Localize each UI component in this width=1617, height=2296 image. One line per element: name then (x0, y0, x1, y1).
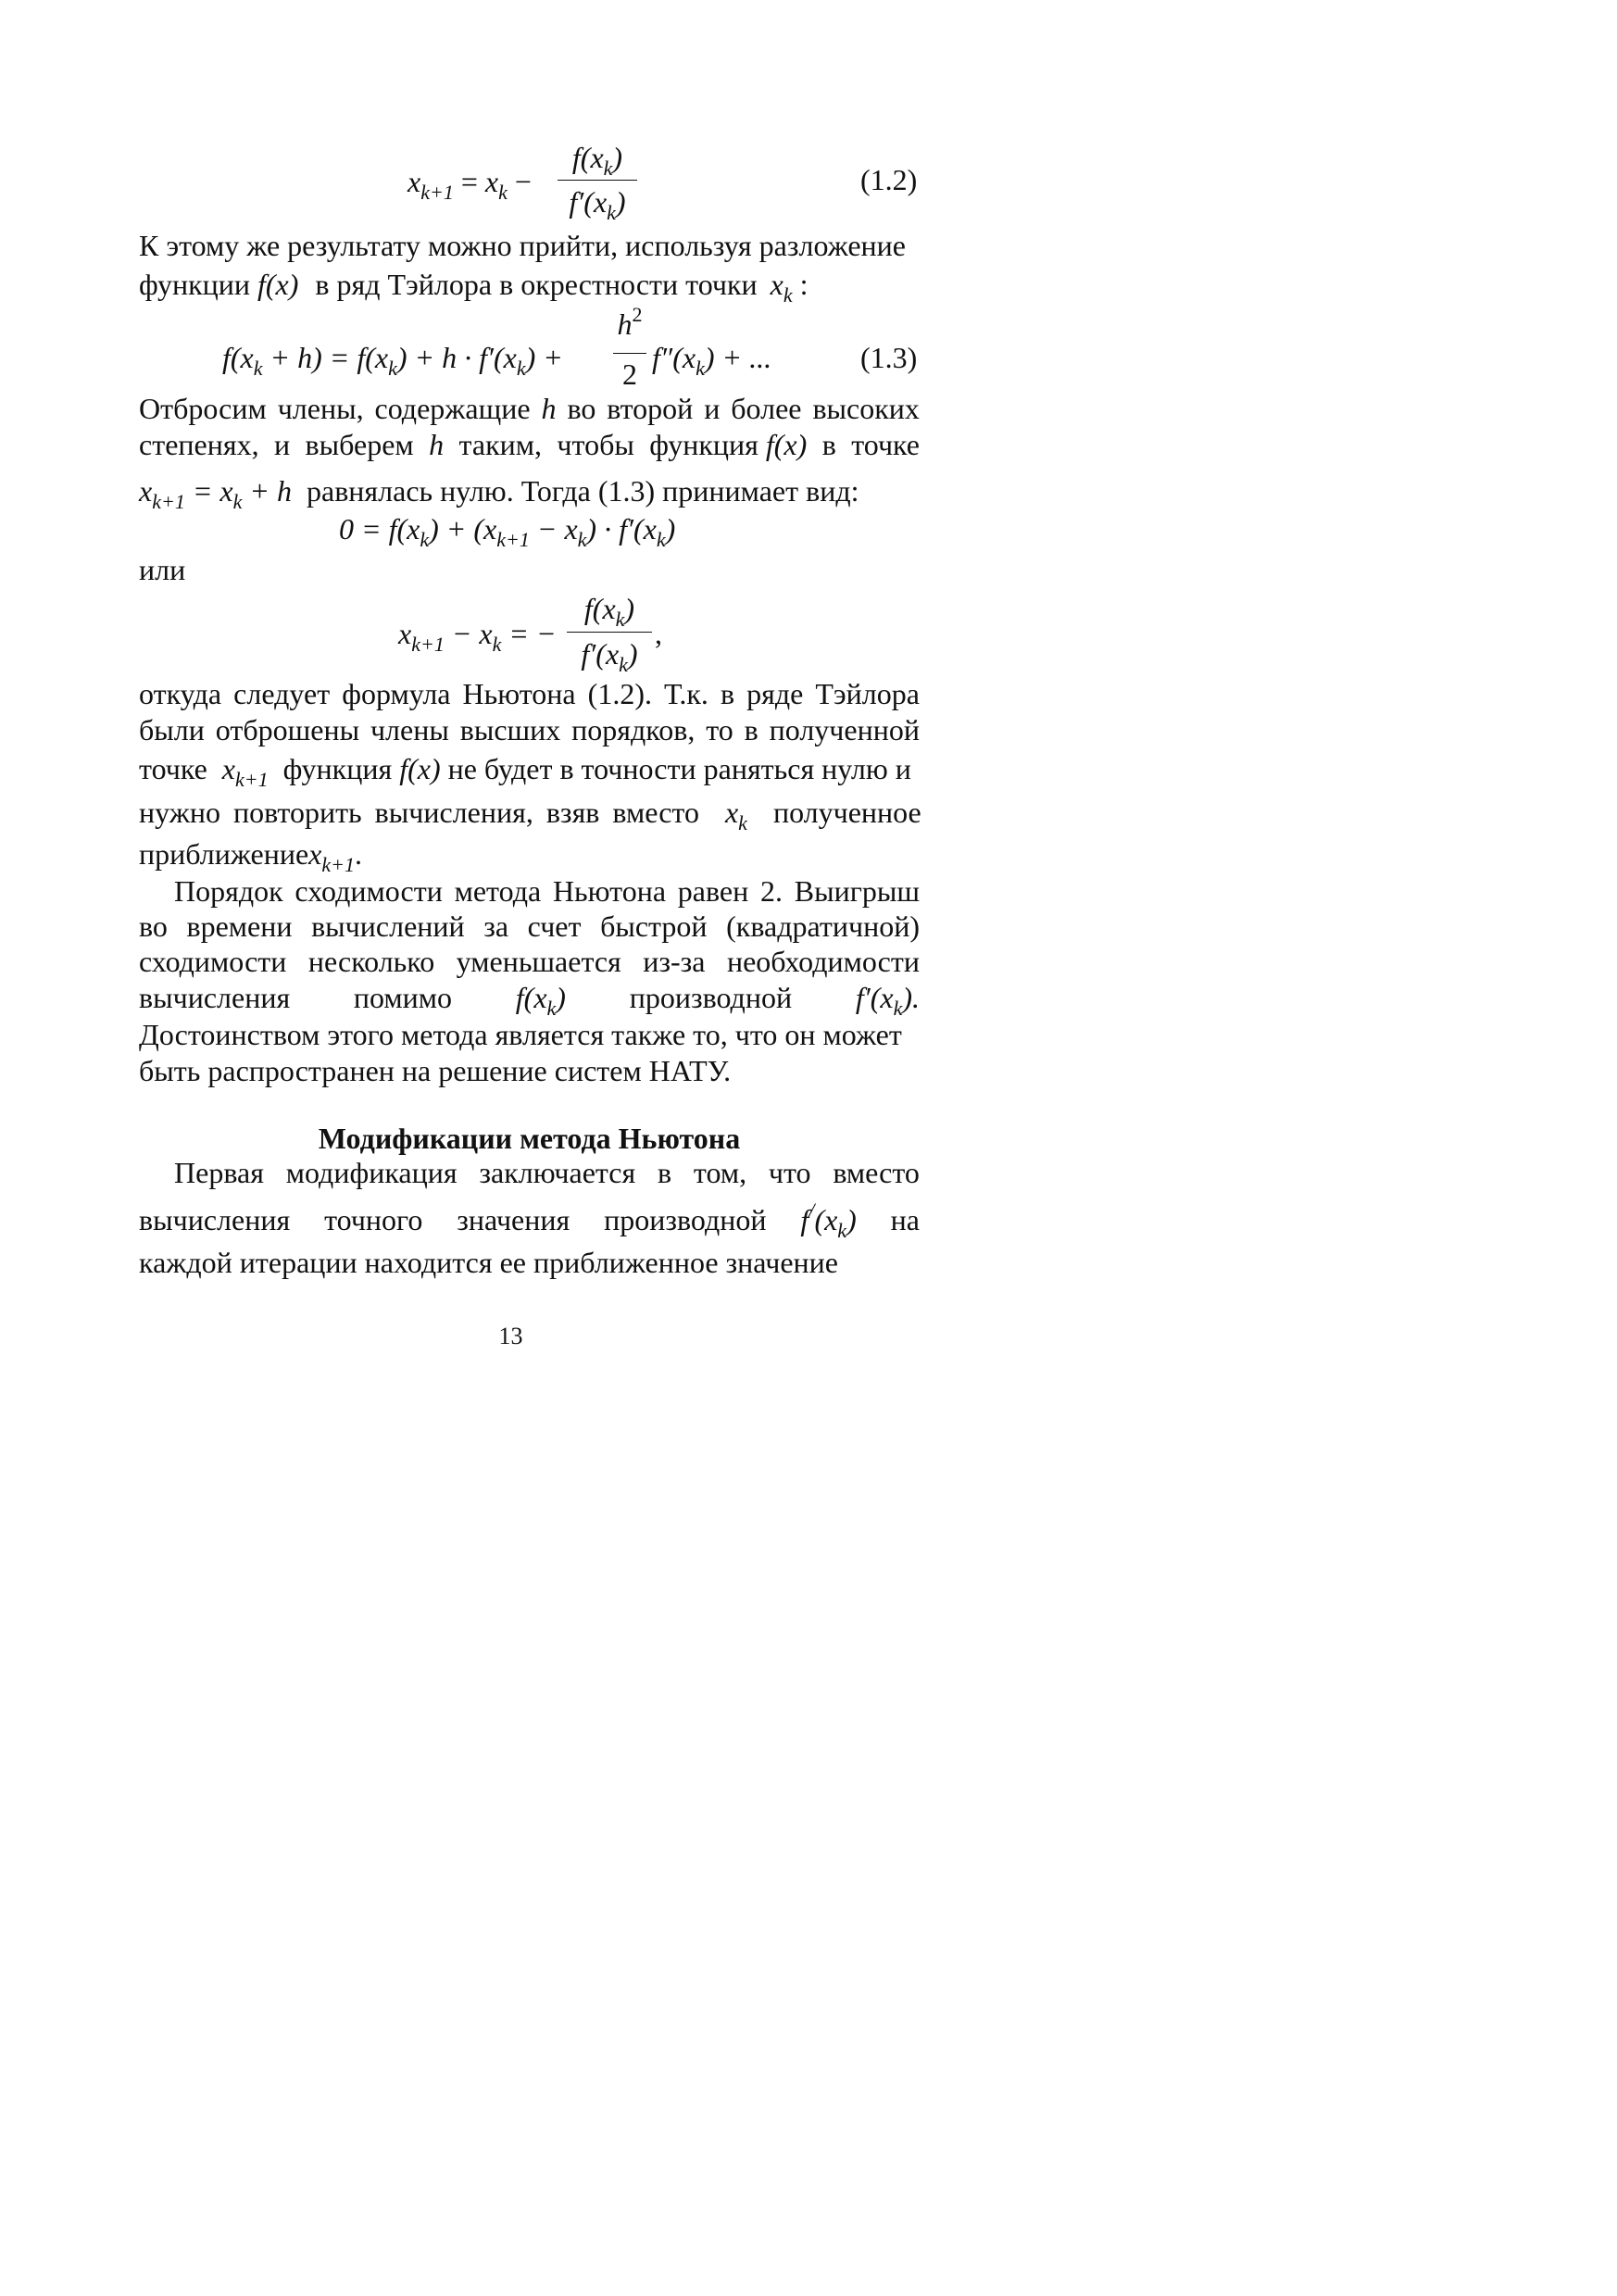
word: том, (693, 1156, 747, 1189)
s: k (388, 357, 397, 380)
word: несколько (307, 945, 435, 978)
word: сходимости (139, 945, 287, 978)
word: порядков, (571, 713, 696, 747)
equation-number-1-2: (1.2) (860, 163, 918, 196)
word: отброшены (215, 713, 360, 747)
word: чтобы (557, 428, 634, 461)
word-or: или (139, 553, 186, 586)
para3-line2 (139, 711, 920, 748)
word: (квадратичной) (726, 910, 920, 943)
equation-1-2-lhs (407, 163, 532, 204)
equation-diff-denominator (567, 635, 652, 676)
word: вычислений (311, 910, 465, 943)
t: ) (556, 981, 566, 1014)
x: x (221, 752, 235, 785)
word: во (139, 910, 168, 943)
t: ) (665, 512, 676, 546)
fx: f(x) (765, 428, 808, 461)
fx: f(x) (399, 752, 441, 785)
equation-diff-lhs (398, 615, 557, 656)
h: h (617, 307, 633, 341)
word: счет (527, 910, 582, 943)
equation-1-3-tail (652, 339, 771, 380)
s: k+1 (496, 528, 530, 551)
word: точке (851, 428, 920, 461)
word: степенях, (139, 428, 259, 461)
word: и (273, 428, 291, 461)
word: члены, (277, 392, 364, 425)
equation-1-2-numerator (558, 139, 637, 180)
t: точного (324, 1203, 423, 1236)
s: k (577, 528, 587, 551)
word: модификация (285, 1156, 458, 1189)
word: в (744, 713, 758, 747)
x: x (724, 796, 739, 829)
word: Порядок (174, 874, 283, 908)
word: откуда (139, 677, 222, 710)
section-heading: Модификации метода Ньютона (318, 1122, 741, 1155)
t: ) (624, 592, 635, 625)
x: x (308, 837, 322, 871)
word: более (731, 392, 802, 425)
document-page (0, 0, 1022, 1449)
word: члены (370, 713, 449, 747)
t: ) + (x (429, 512, 497, 546)
eq-sign: = (460, 165, 478, 198)
t: ) + (525, 341, 563, 374)
word: таким, (458, 428, 542, 461)
t: f′(x (855, 981, 894, 1014)
equation-1-3-fraction-bar (613, 353, 646, 354)
para3-line3 (139, 750, 920, 791)
t: = x (184, 474, 233, 508)
eq-var: x (484, 165, 499, 198)
fprime-xk-2 (800, 1198, 857, 1242)
s: k (546, 997, 557, 1020)
s: k (232, 490, 243, 513)
equation-1-2-fraction-bar (558, 180, 637, 181)
word: заключается (479, 1156, 636, 1189)
eq-sub: k (498, 181, 508, 204)
s: k (893, 997, 903, 1020)
num-close: ) (612, 141, 623, 174)
para4-line3 (139, 943, 920, 980)
t: ) (627, 637, 638, 671)
t: ) · f′(x (586, 512, 657, 546)
sup: 2 (632, 303, 643, 326)
s: k (253, 357, 263, 380)
s: k (738, 811, 747, 834)
s: k (837, 1219, 847, 1242)
t: ) (846, 1203, 857, 1236)
word: высоких (812, 392, 920, 425)
word: h (429, 428, 445, 461)
eq-minus: − (514, 165, 532, 198)
text: равнялась нулю. Тогда (1.3) принимает вид: (306, 474, 859, 508)
word: в (657, 1156, 672, 1189)
t: f(x (583, 592, 616, 625)
s: k+1 (411, 633, 445, 656)
t: f(x (515, 981, 547, 1014)
den-f: f′(x (569, 185, 608, 219)
t: (x (814, 1203, 838, 1236)
word: Первая (174, 1156, 264, 1189)
t: x (398, 617, 412, 650)
t: − x (444, 617, 493, 650)
t: f″(x (652, 341, 696, 374)
word: в (821, 428, 836, 461)
t: f (800, 1203, 809, 1236)
s: k+1 (321, 853, 355, 876)
eq-var: x (407, 165, 421, 198)
para4-line1 (174, 872, 920, 910)
equation-diff-numerator (567, 590, 652, 631)
word: что (768, 1156, 811, 1189)
t: ). (902, 981, 920, 1014)
eq-sub: k+1 (420, 181, 454, 204)
s: k (492, 633, 502, 656)
t: ) + h · f′(x (396, 341, 517, 374)
word: в (720, 677, 735, 710)
word: 2. (760, 874, 783, 908)
t: точке (139, 752, 207, 785)
word: времени (186, 910, 293, 943)
s: k+1 (152, 490, 185, 513)
word: выберем (305, 428, 414, 461)
word: за (483, 910, 509, 943)
num-f: f(x (571, 141, 604, 174)
para5-line2 (139, 1198, 920, 1242)
para2-line3 (139, 472, 920, 513)
s: k (615, 608, 625, 631)
para2-line2 (139, 426, 920, 463)
t: ) + ... (704, 341, 772, 374)
word: то (706, 713, 733, 747)
para4-line5: Достоинством этого метода является также то, что он может (139, 1018, 902, 1051)
word: формула (342, 677, 451, 710)
word: Т.к. (664, 677, 708, 710)
para3-line4 (139, 794, 920, 834)
t: вычисления (139, 981, 291, 1014)
word: Ньютона (462, 677, 576, 710)
para1-line1: К этому же результату можно прийти, используя разложение (139, 229, 906, 262)
equation-diff-comma: , (655, 617, 662, 650)
t: вычисления (139, 1203, 291, 1236)
word: и (704, 392, 721, 425)
word: полученной (769, 713, 920, 747)
den-sub: k (607, 201, 616, 224)
colon: : (799, 268, 808, 301)
s: k (420, 528, 430, 551)
t: + h (242, 474, 292, 508)
word: вместо (833, 1156, 920, 1189)
para2-line1 (139, 390, 920, 427)
word: высших (459, 713, 561, 747)
para4-line2 (139, 908, 920, 945)
word: Отбросим (139, 392, 267, 425)
t: 0 = f(x (339, 512, 420, 546)
var-x: x (770, 268, 783, 301)
word: Тэйлора (815, 677, 920, 710)
x: x (139, 474, 153, 508)
para4-line6: быть распространен на решение систем НАТУ. (139, 1054, 732, 1087)
t: функция (282, 752, 393, 785)
t: = − (501, 617, 557, 650)
para5-line3: каждой итерации находится ее приближенное значение (139, 1246, 838, 1279)
word: равен (677, 874, 749, 908)
para5-line1 (174, 1154, 920, 1191)
word: необходимости (726, 945, 920, 978)
s: k (516, 357, 526, 380)
para4-line4 (139, 979, 920, 1020)
t: производной (629, 981, 793, 1014)
s: / (808, 1198, 815, 1222)
equation-1-3-frac-num (611, 303, 648, 346)
fprime-xk (856, 979, 920, 1020)
t: − x (529, 512, 578, 546)
t: значения (457, 1203, 570, 1236)
s: k (656, 528, 666, 551)
t: f(x (222, 341, 254, 374)
word: ряде (746, 677, 804, 710)
word: содержащие (374, 392, 531, 425)
word: Ньютона (552, 874, 667, 908)
fx: f(x) (257, 268, 299, 301)
s: k (619, 653, 628, 676)
word: сходимости (295, 874, 443, 908)
t: помимо (353, 981, 453, 1014)
word: второй (607, 392, 694, 425)
para3-line5 (139, 835, 920, 876)
word: функция f(x) (649, 428, 808, 461)
word: из-за (643, 945, 706, 978)
word: метода (454, 874, 542, 908)
equation-diff-fraction-bar (567, 632, 652, 633)
equation-1-2-denominator (558, 183, 637, 224)
word: следует (233, 677, 331, 710)
word: Выигрыш (794, 874, 920, 908)
word: во (567, 392, 596, 425)
t: производной (604, 1203, 767, 1236)
page-number: 13 (498, 1323, 523, 1349)
s: k+1 (234, 768, 269, 791)
sub: k (783, 283, 793, 307)
equation-number-1-3: (1.3) (860, 341, 918, 374)
num-sub: k (603, 157, 613, 180)
t: не будет в точности раняться нулю и (447, 752, 911, 785)
equation-zero (339, 510, 675, 551)
equation-1-3-left (222, 339, 563, 380)
t: нужно повторить вычисления, взяв вместо (139, 796, 699, 829)
word: уменьшается (456, 945, 621, 978)
para3-line1 (139, 675, 920, 712)
word: быстрой (600, 910, 708, 943)
text: в ряд Тэйлора в окрестности точки (315, 268, 758, 301)
t: . (355, 837, 362, 871)
den-close: ) (615, 185, 626, 219)
t: полученное (772, 796, 921, 829)
para1-line2 (139, 266, 920, 307)
word: (1.2). (587, 677, 652, 710)
t: + h) = f(x (262, 341, 389, 374)
t: на (890, 1203, 920, 1236)
s: k (696, 357, 705, 380)
equation-1-3-frac-den: 2 (622, 358, 637, 391)
t: приближение (139, 837, 309, 871)
f-xk (516, 979, 566, 1020)
word: h (541, 392, 557, 425)
word: были (139, 713, 205, 747)
t: f′(x (581, 637, 620, 671)
text: функции (139, 268, 250, 301)
